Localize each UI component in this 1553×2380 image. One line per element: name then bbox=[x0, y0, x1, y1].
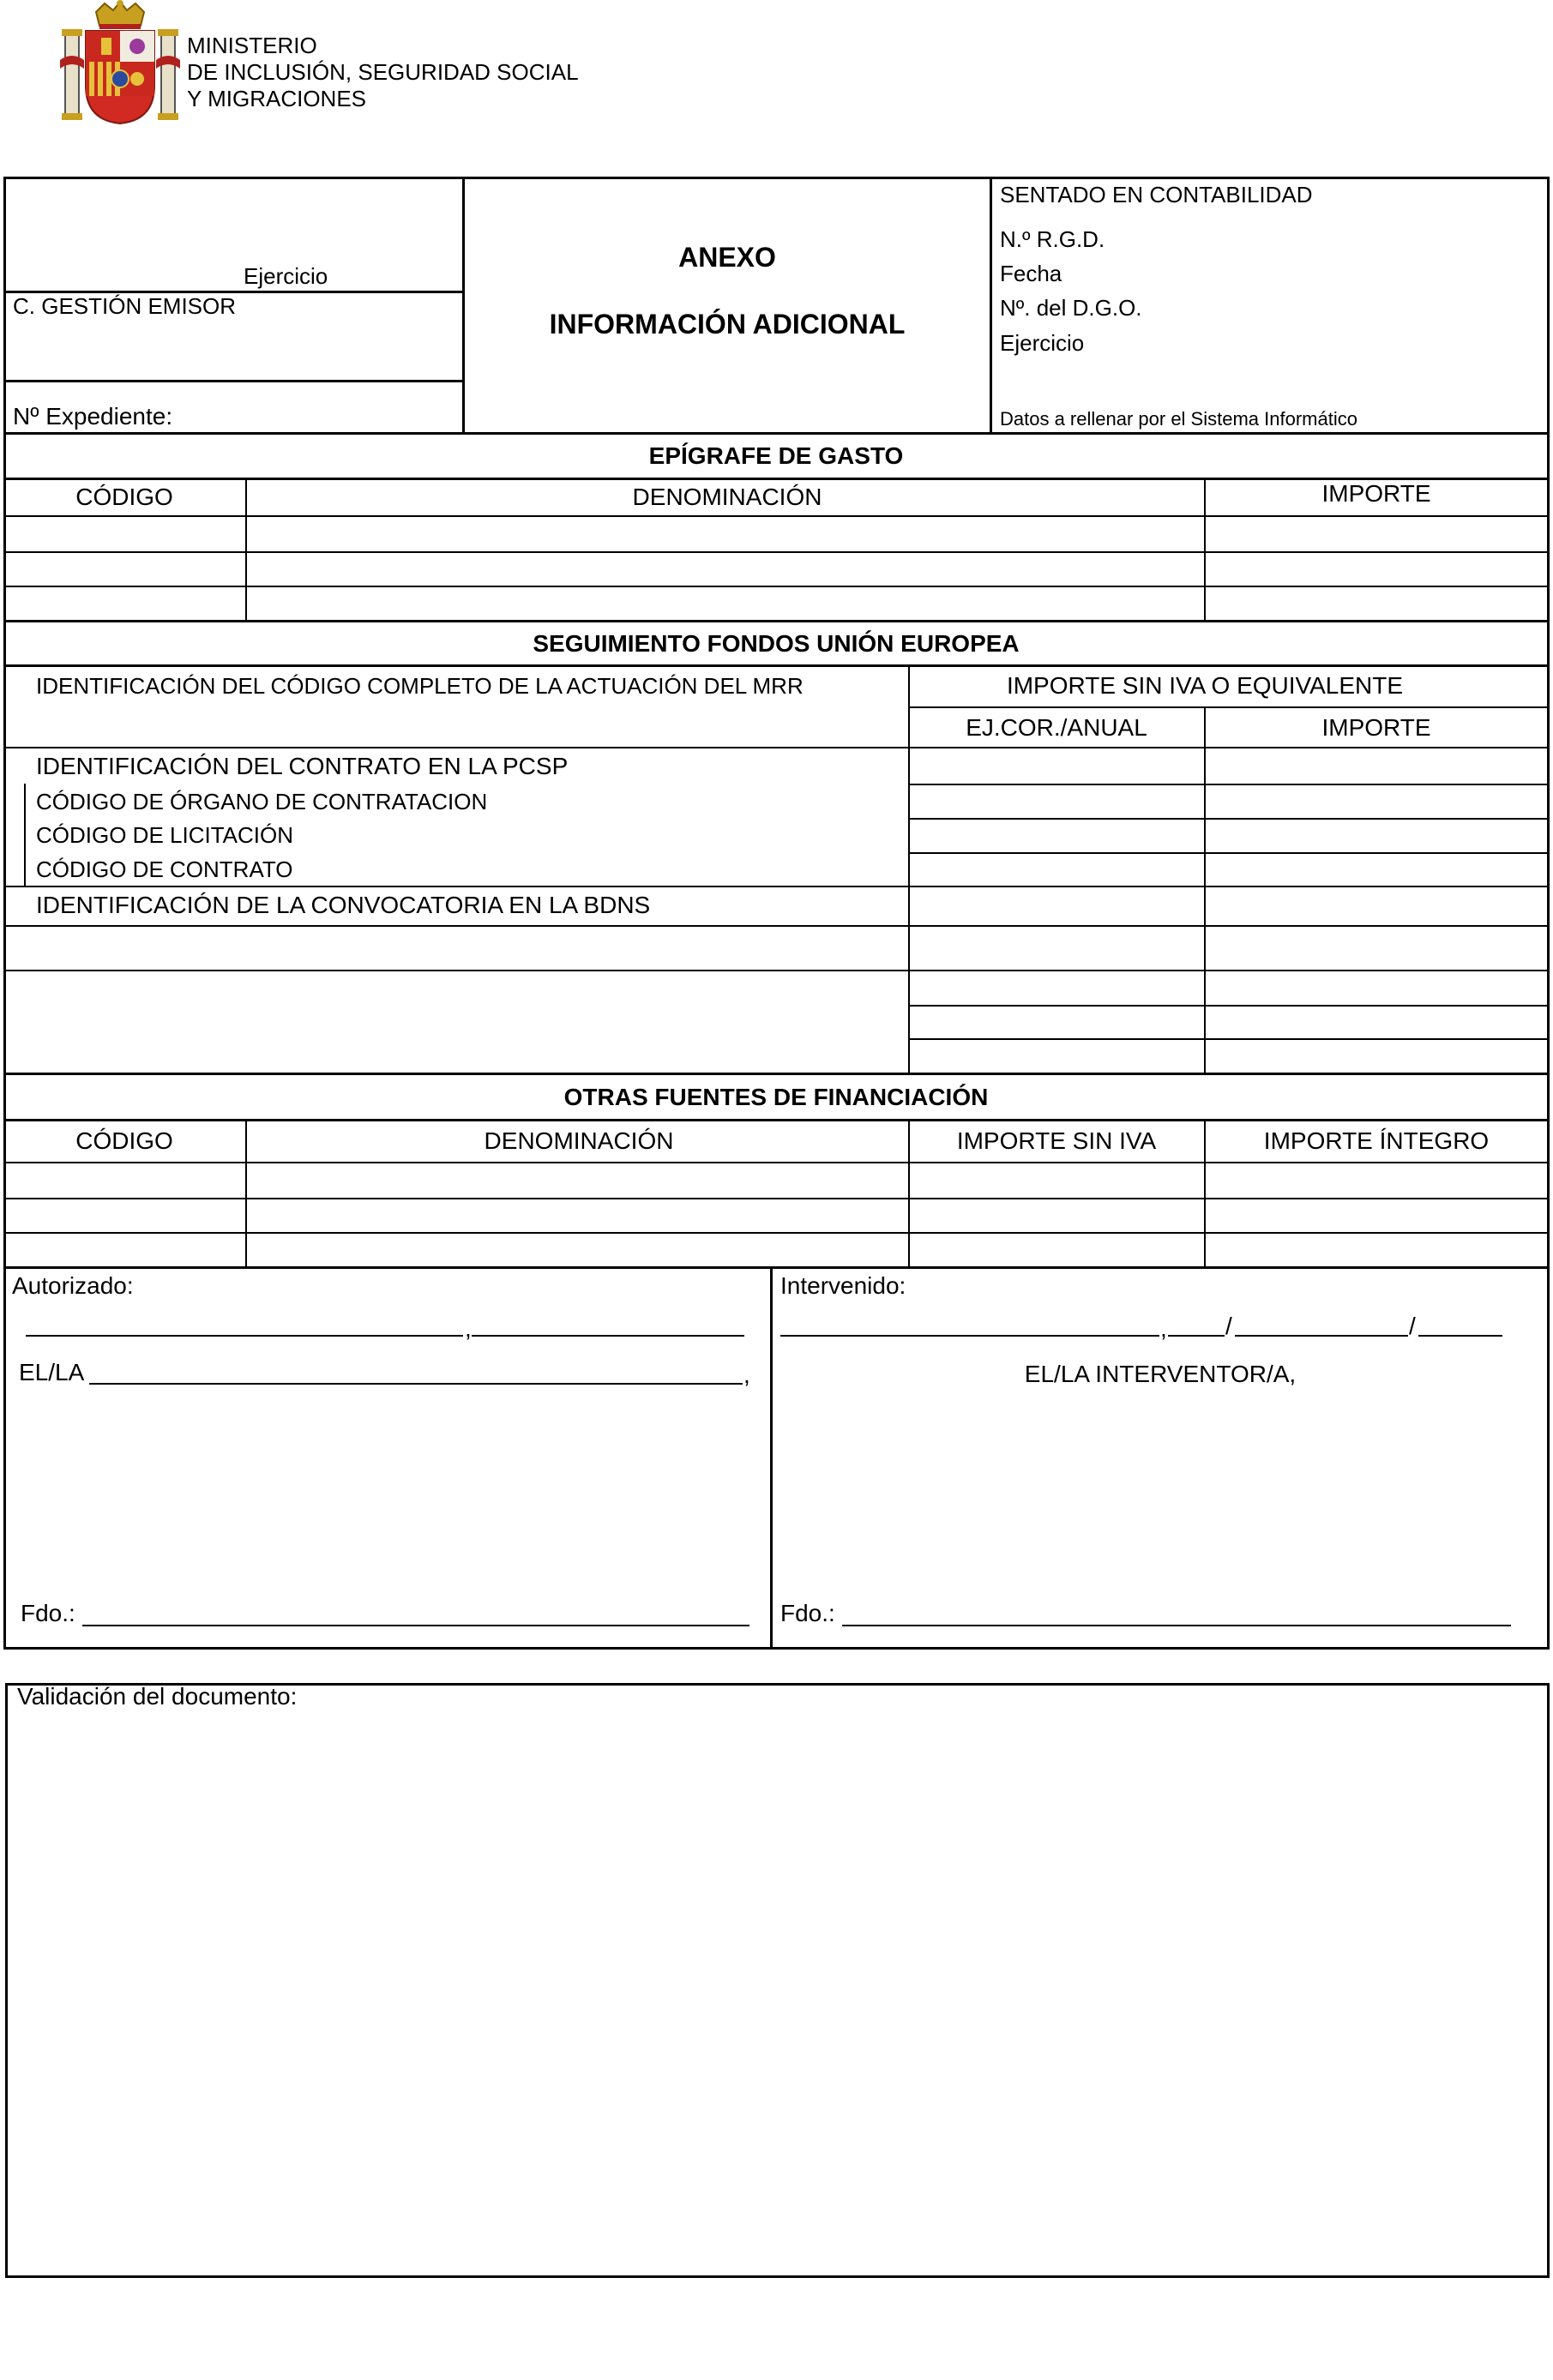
autorizado-place-line[interactable] bbox=[26, 1335, 463, 1337]
interventor-label: EL/LA INTERVENTOR/A, bbox=[1024, 1361, 1297, 1387]
intervenido-label: Intervenido: bbox=[780, 1272, 906, 1299]
fdo-right-label: Fdo.: bbox=[780, 1600, 835, 1626]
epigrafe-col-denominacion: DENOMINACIÓN bbox=[632, 484, 822, 510]
c-gestion-emisor-label: C. GESTIÓN EMISOR bbox=[13, 293, 237, 319]
datos-sistema-note: Datos a rellenar por el Sistema Informático bbox=[1000, 408, 1357, 430]
fdo-left-signature-line[interactable] bbox=[82, 1625, 749, 1626]
autorizado-date-line[interactable] bbox=[472, 1335, 744, 1337]
ejercicio-contab-label: Ejercicio bbox=[1000, 330, 1085, 356]
organo-contratacion-label: CÓDIGO DE ÓRGANO DE CONTRATACION bbox=[36, 789, 488, 814]
pcsp-label: IDENTIFICACIÓN DEL CONTRATO EN LA PCSP bbox=[36, 753, 569, 779]
licitacion-label: CÓDIGO DE LICITACIÓN bbox=[36, 822, 293, 848]
el-la-label: EL/LA bbox=[19, 1359, 85, 1385]
importe-sin-iva-equivalente-label: IMPORTE SIN IVA O EQUIVALENTE bbox=[1006, 672, 1404, 699]
intervenido-place-line[interactable] bbox=[780, 1335, 1159, 1337]
intervenido-year-line[interactable] bbox=[1418, 1335, 1502, 1337]
ministry-line-2: DE INCLUSIÓN, SEGURIDAD SOCIAL bbox=[187, 59, 579, 85]
ministry-line-3: Y MIGRACIONES bbox=[187, 86, 367, 111]
mrr-label: IDENTIFICACIÓN DEL CÓDIGO COMPLETO DE LA ACTUACIÓN DEL MRR bbox=[36, 673, 804, 699]
expediente-label: Nº Expediente: bbox=[13, 403, 173, 430]
fdo-right-signature-line[interactable] bbox=[842, 1625, 1511, 1626]
anexo-title: ANEXO bbox=[678, 242, 776, 273]
rgd-label: N.º R.G.D. bbox=[1000, 226, 1105, 252]
contrato-label: CÓDIGO DE CONTRATO bbox=[36, 856, 293, 882]
seguimiento-title: SEGUIMIENTO FONDOS UNIÓN EUROPEA bbox=[533, 630, 1020, 657]
fecha-label: Fecha bbox=[1000, 261, 1062, 286]
epigrafe-col-importe: IMPORTE bbox=[1321, 480, 1431, 507]
validacion-box bbox=[5, 1683, 1550, 2278]
dgo-label: Nº. del D.G.O. bbox=[1000, 295, 1142, 321]
epigrafe-col-codigo: CÓDIGO bbox=[75, 484, 173, 510]
ministry-line-1: MINISTERIO bbox=[187, 33, 317, 58]
coat-of-arms-logo bbox=[60, 0, 180, 125]
informacion-adicional-title: INFORMACIÓN ADICIONAL bbox=[549, 309, 906, 340]
importe-label: IMPORTE bbox=[1321, 714, 1431, 741]
intervenido-day-line[interactable] bbox=[1168, 1335, 1225, 1337]
otras-col-importe-sin-iva: IMPORTE SIN IVA bbox=[956, 1127, 1157, 1154]
otras-fuentes-title: OTRAS FUENTES DE FINANCIACIÓN bbox=[563, 1084, 989, 1110]
el-la-cargo-line[interactable] bbox=[89, 1383, 743, 1385]
epigrafe-title: EPÍGRAFE DE GASTO bbox=[648, 442, 904, 469]
validacion-label: Validación del documento: bbox=[17, 1683, 298, 1710]
bdns-label: IDENTIFICACIÓN DE LA CONVOCATORIA EN LA BDNS bbox=[36, 892, 651, 918]
fdo-left-label: Fdo.: bbox=[21, 1600, 75, 1626]
ejercicio-label: Ejercicio bbox=[244, 263, 328, 289]
otras-col-codigo: CÓDIGO bbox=[75, 1127, 173, 1154]
ej-cor-anual-label: EJ.COR./ANUAL bbox=[966, 714, 1147, 741]
otras-col-denominacion: DENOMINACIÓN bbox=[484, 1127, 674, 1154]
autorizado-label: Autorizado: bbox=[12, 1272, 134, 1299]
intervenido-month-line[interactable] bbox=[1235, 1335, 1408, 1337]
contabilidad-title: SENTADO EN CONTABILIDAD bbox=[1000, 182, 1313, 207]
otras-col-importe-integro: IMPORTE ÍNTEGRO bbox=[1263, 1127, 1490, 1154]
